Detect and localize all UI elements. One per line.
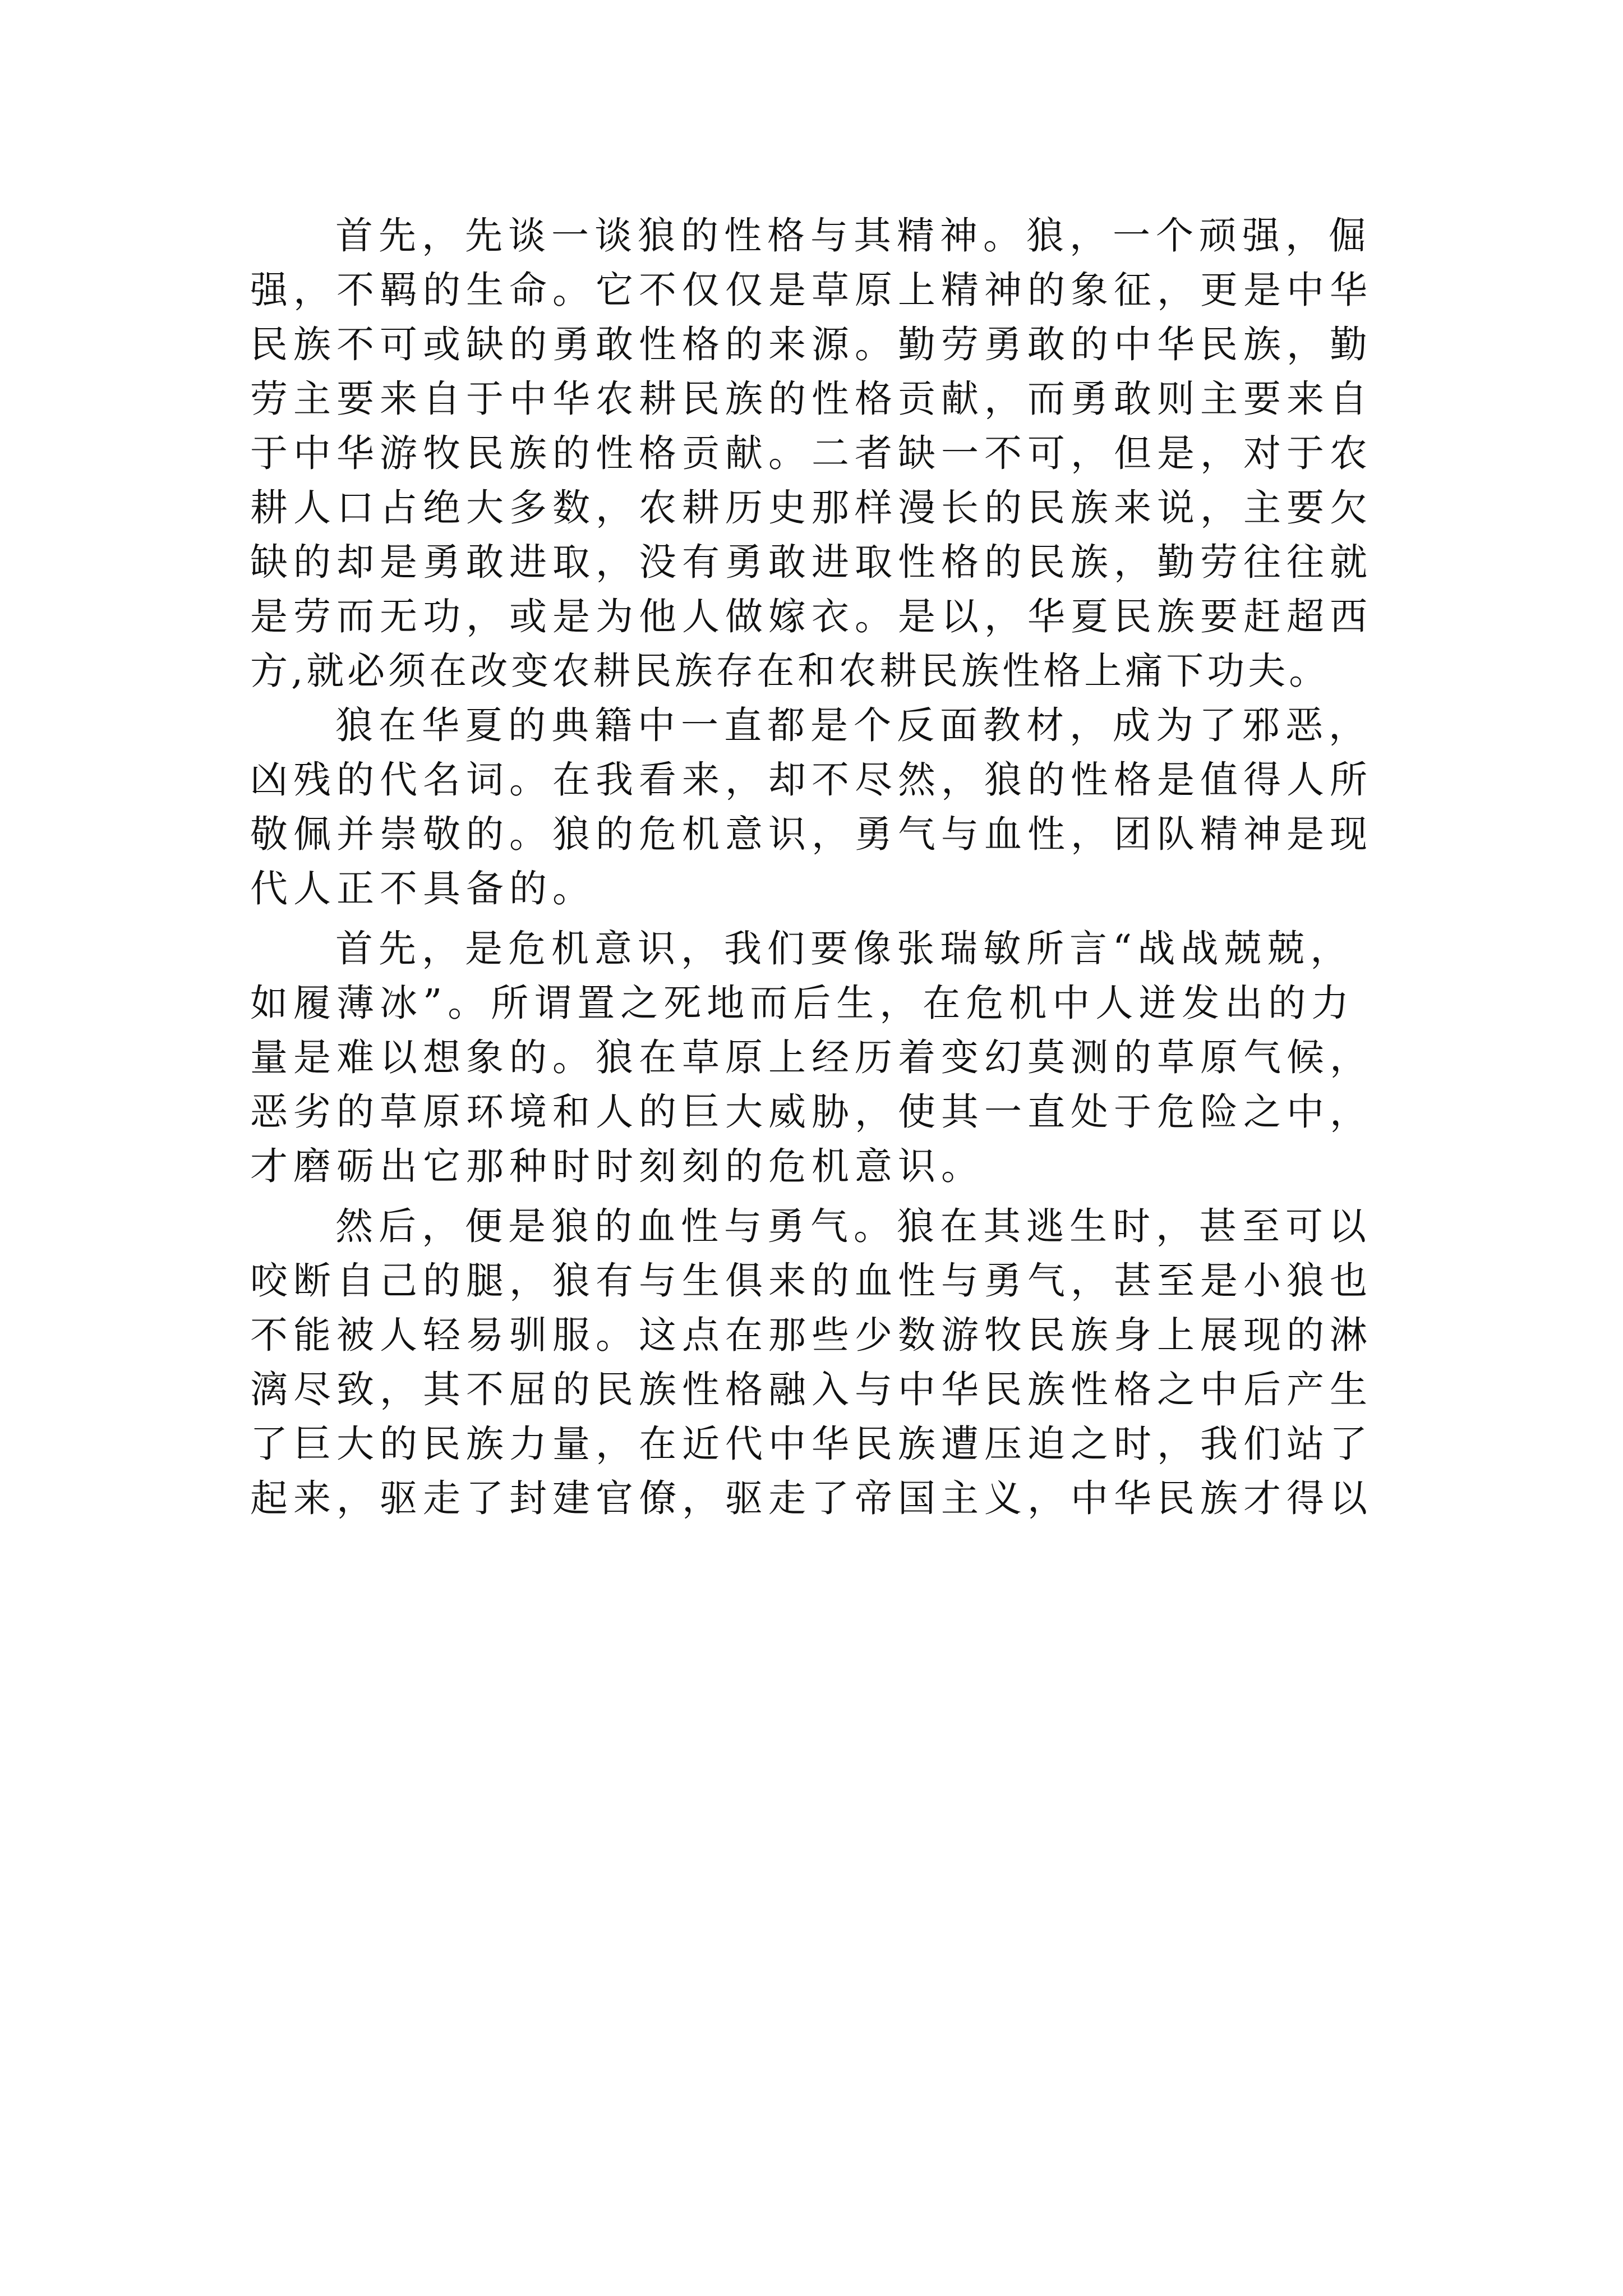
paragraph-line: 量是难以想象的。狼在草原上经历着变幻莫测的草原气候， [250, 1036, 1373, 1079]
paragraph-line: 耕人口占绝大多数，农耕历史那样漫长的民族来说，主要欠 [250, 486, 1373, 530]
paragraph-line: 代人正不具备的。 [250, 867, 596, 910]
paragraph-line: 然后，便是狼的血性与勇气。狼在其逃生时，甚至可以 [335, 1204, 1372, 1248]
paragraph-line: 劳主要来自于中华农耕民族的性格贡献，而勇敢则主要来自 [250, 377, 1373, 421]
paragraph-line: 缺的却是勇敢进取，没有勇敢进取性格的民族，勤劳往往就 [250, 540, 1373, 584]
paragraph-spacer [250, 1194, 1394, 1199]
paragraph-line: 敬佩并崇敬的。狼的危机意识，勇气与血性，团队精神是现 [250, 812, 1373, 856]
paragraph-line: 如履薄冰”。所谓置之死地而后生，在危机中人迸发出的力 [250, 981, 1355, 1025]
paragraph-line: 起来，驱走了封建官僚，驱走了帝国主义，中华民族才得以 [250, 1476, 1373, 1520]
paragraph-line: 强，不羁的生命。它不仅仅是草原上精神的象征，更是中华 [250, 268, 1373, 312]
paragraph-4 [250, 1199, 1394, 1526]
paragraph-1 [250, 209, 1394, 698]
paragraph-line: 方,就必须在改变农耕民族存在和农耕民族性格上痛下功夫。 [250, 649, 1330, 693]
paragraph-spacer [250, 916, 1394, 922]
paragraph-2 [250, 698, 1394, 916]
paragraph-line: 首先，先谈一谈狼的性格与其精神。狼，一个顽强，倔 [335, 214, 1372, 257]
paragraph-line: 狼在华夏的典籍中一直都是个反面教材，成为了邪恶， [335, 703, 1372, 747]
paragraph-line: 于中华游牧民族的性格贡献。二者缺一不可，但是，对于农 [250, 431, 1373, 475]
paragraph-line: 了巨大的民族力量，在近代中华民族遭压迫之时，我们站了 [250, 1422, 1373, 1466]
paragraph-line: 是劳而无功，或是为他人做嫁衣。是以，华夏民族要赶超西 [250, 595, 1373, 638]
paragraph-line: 咬断自己的腿，狼有与生俱来的血性与勇气，甚至是小狼也 [250, 1259, 1373, 1303]
paragraph-line: 民族不可或缺的勇敢性格的来源。勤劳勇敢的中华民族，勤 [250, 323, 1373, 366]
paragraph-line: 不能被人轻易驯服。这点在那些少数游牧民族身上展现的淋 [250, 1313, 1373, 1357]
paragraph-line: 恶劣的草原环境和人的巨大威胁，使其一直处于危险之中， [250, 1090, 1373, 1134]
paragraph-3 [250, 922, 1394, 1194]
paragraph-line: 才磨砺出它那种时时刻刻的危机意识。 [250, 1144, 984, 1188]
body-text [250, 209, 1394, 1526]
paragraph-line: 漓尽致，其不屈的民族性格融入与中华民族性格之中后产生 [250, 1368, 1373, 1411]
paragraph-line: 凶残的代名词。在我看来，却不尽然，狼的性格是值得人所 [250, 758, 1373, 802]
paragraph-line: 首先，是危机意识，我们要像张瑞敏所言“战战兢兢， [335, 927, 1354, 970]
